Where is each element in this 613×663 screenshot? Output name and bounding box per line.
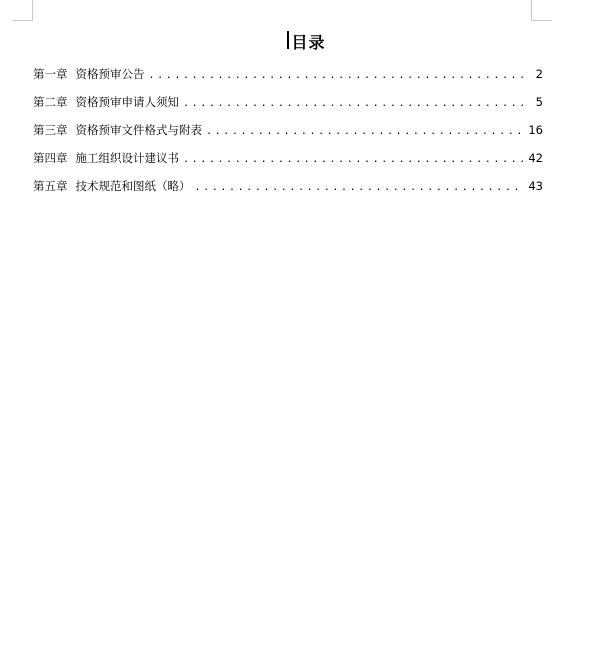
table-of-contents <box>33 66 543 206</box>
toc-page-number: 43 <box>528 179 543 193</box>
toc-entry-5[interactable] <box>33 178 543 206</box>
page-corner-mark-top-right <box>531 0 552 21</box>
toc-heading[interactable] <box>287 30 325 53</box>
toc-page-number: 5 <box>535 95 543 109</box>
toc-entry-title: 资格预审公告 <box>75 67 145 81</box>
toc-entry-title: 资格预审申请人须知 <box>75 95 179 109</box>
page-corner-mark-top-left <box>12 0 33 21</box>
toc-chapter-label: 第五章 <box>33 179 68 193</box>
toc-entry-3[interactable] <box>33 122 543 150</box>
title-container <box>0 30 613 53</box>
toc-entry-2[interactable] <box>33 94 543 122</box>
toc-heading-text: 目录 <box>291 33 326 52</box>
toc-chapter-label: 第三章 <box>33 123 68 137</box>
toc-page-number: 16 <box>528 123 543 137</box>
toc-dot-leader <box>149 70 528 81</box>
toc-chapter-label: 第一章 <box>33 67 68 81</box>
toc-dot-leader <box>195 182 525 193</box>
toc-entry-title: 资格预审文件格式与附表 <box>75 123 202 137</box>
toc-dot-leader <box>206 126 524 137</box>
toc-entry-4[interactable] <box>33 150 543 178</box>
toc-dot-leader <box>183 98 527 109</box>
text-cursor <box>287 31 289 49</box>
toc-page-number: 42 <box>528 151 543 165</box>
toc-chapter-label: 第四章 <box>33 151 68 165</box>
toc-entry-1[interactable] <box>33 66 543 94</box>
toc-entry-title: 技术规范和图纸（略） <box>75 179 191 193</box>
toc-chapter-label: 第二章 <box>33 95 68 109</box>
toc-entry-title: 施工组织设计建议书 <box>75 151 179 165</box>
toc-page-number: 2 <box>535 67 543 81</box>
toc-dot-leader <box>183 154 524 165</box>
